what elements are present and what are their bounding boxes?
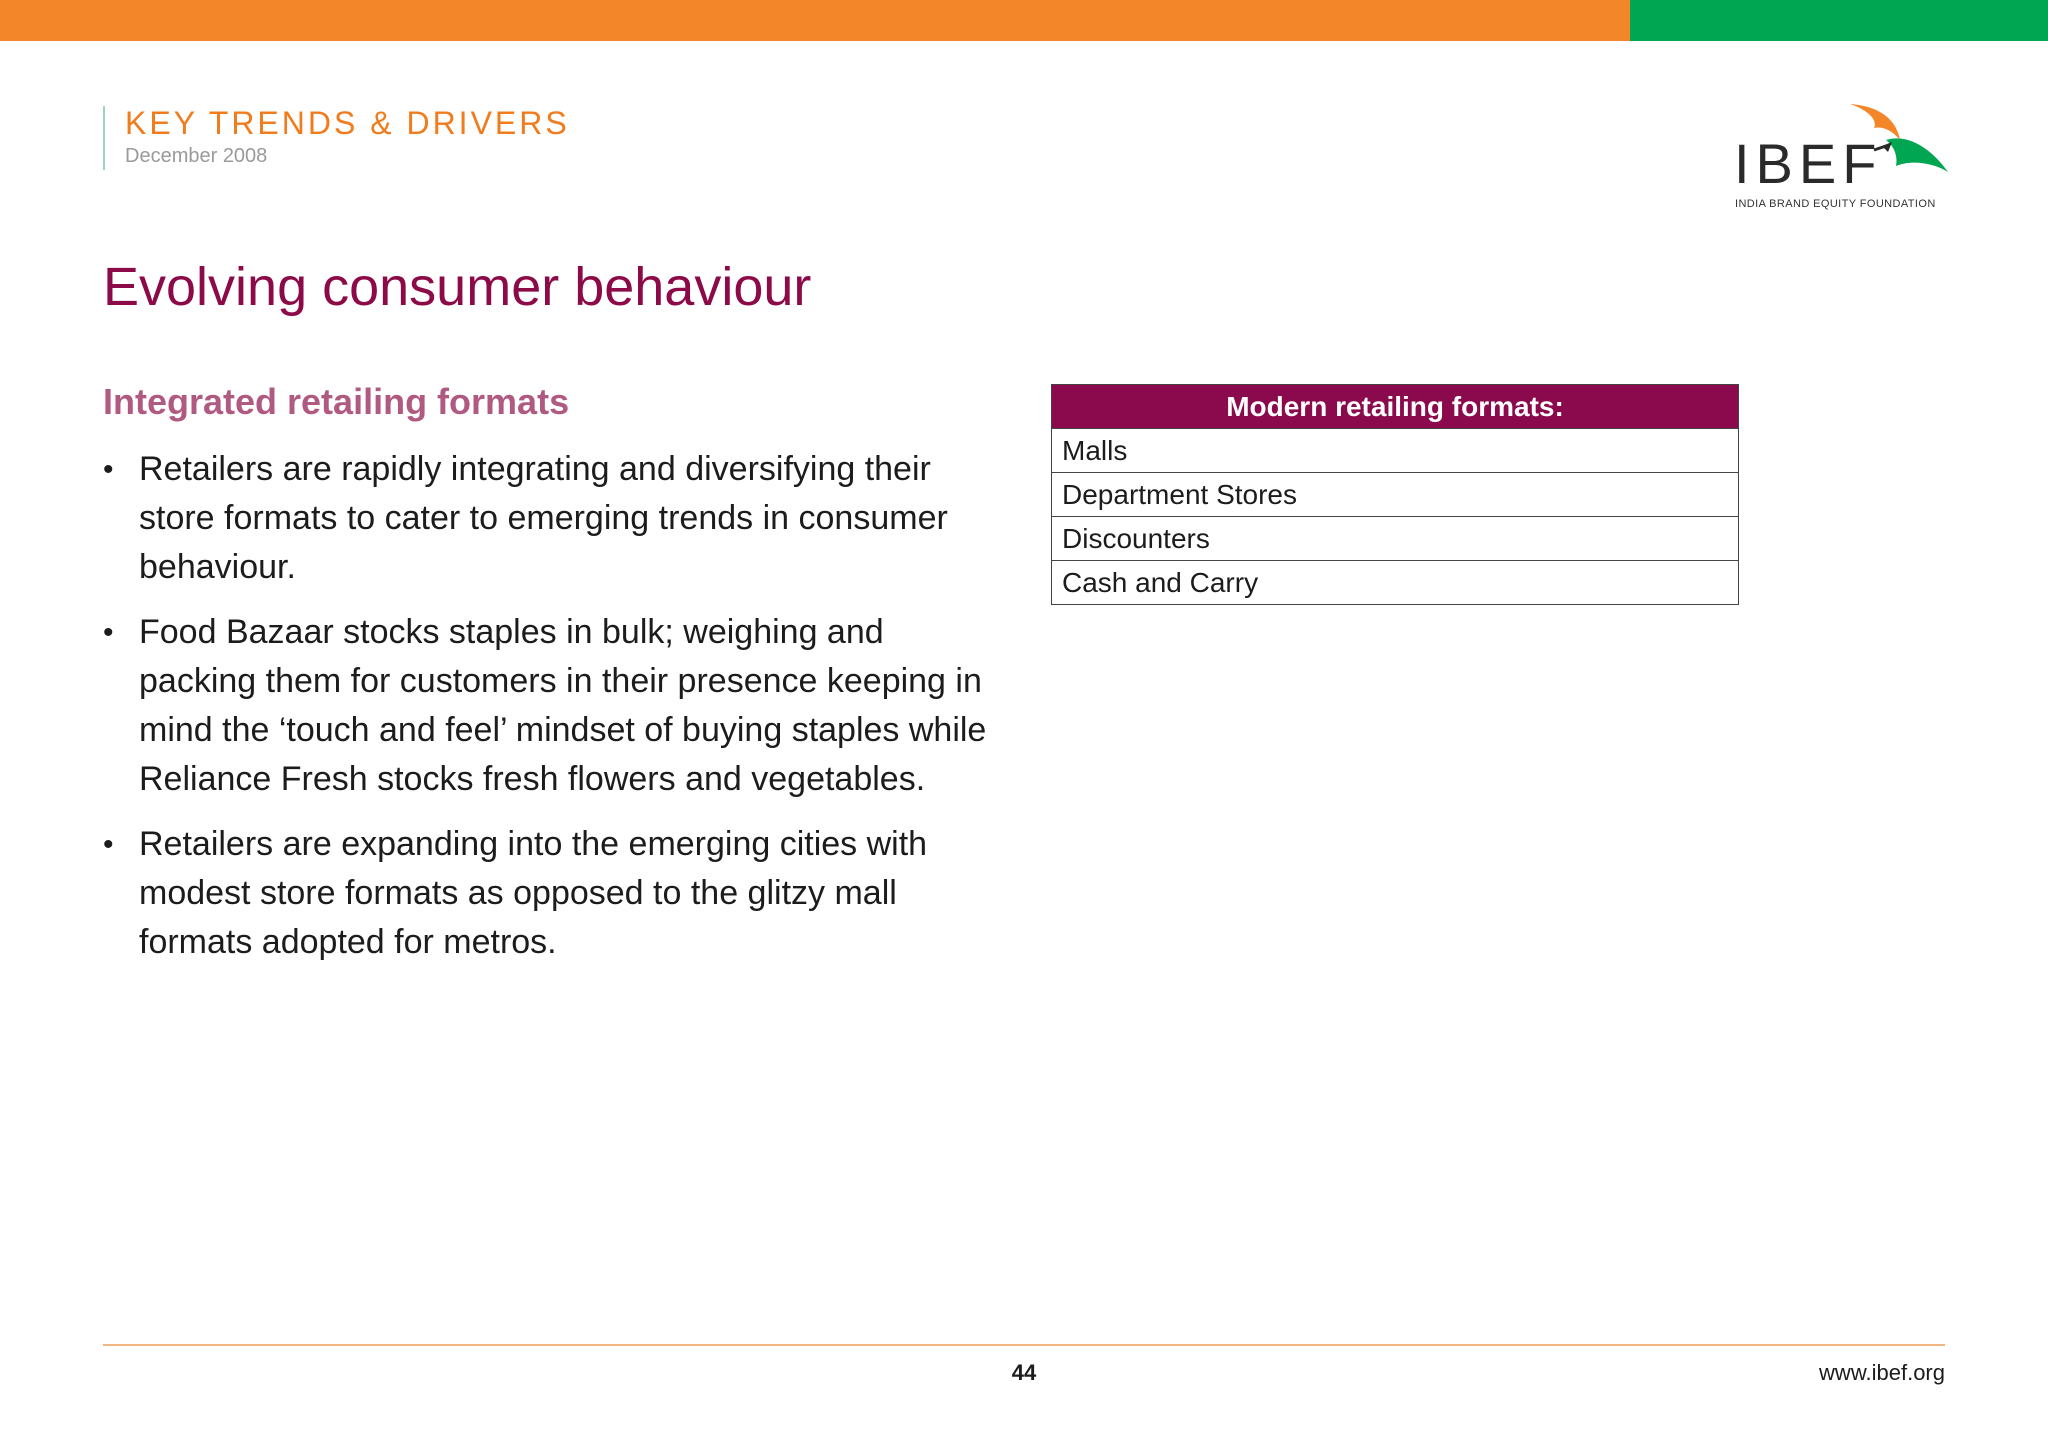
bullet-text: Food Bazaar stocks staples in bulk; weighing and packing them for customers in their presence keeping in mind the ‘touch and feel’ mindset of buying staples while Reliance Fresh stocks fresh flowers and vegetables. (139, 613, 987, 798)
page-number: 44 (1011, 1360, 1037, 1385)
footer-url[interactable]: www.ibef.org (1819, 1360, 1945, 1385)
bullet-item (103, 445, 1003, 592)
bullet-dot-icon: • (103, 828, 114, 861)
section-date: December 2008 (125, 145, 268, 167)
table-row: Malls (1052, 428, 1738, 472)
table-row: Discounters (1052, 516, 1738, 560)
bullet-item (103, 820, 1003, 967)
section-header (103, 106, 570, 170)
bullet-text: Retailers are expanding into the emerging cities with modest store formats as opposed to the glitzy mall formats adopted for metros. (139, 825, 928, 961)
top-bar-orange (0, 0, 1630, 41)
bullet-item (103, 608, 1003, 804)
formats-table (1051, 384, 1739, 605)
table-row: Cash and Carry (1052, 560, 1738, 604)
subheading: Integrated retailing formats (103, 381, 570, 422)
bullet-list (103, 445, 1003, 983)
page-title: Evolving consumer behaviour (103, 257, 812, 317)
table-row: Department Stores (1052, 472, 1738, 516)
logo-text: IBEF (1734, 132, 1883, 195)
table-header: Modern retailing formats: (1052, 385, 1738, 428)
bullet-dot-icon: • (103, 616, 114, 649)
top-bar-green (1630, 0, 2048, 41)
footer-divider (103, 1344, 1945, 1346)
section-title: KEY TRENDS & DRIVERS (125, 105, 570, 141)
bullet-text: Retailers are rapidly integrating and diversifying their store formats to cater to emerging trends in consumer behaviour. (139, 450, 948, 586)
logo-subtitle: INDIA BRAND EQUITY FOUNDATION (1735, 198, 1936, 210)
top-color-bar (0, 0, 2048, 41)
bullet-dot-icon: • (103, 453, 114, 486)
ibef-logo (1730, 100, 1950, 210)
